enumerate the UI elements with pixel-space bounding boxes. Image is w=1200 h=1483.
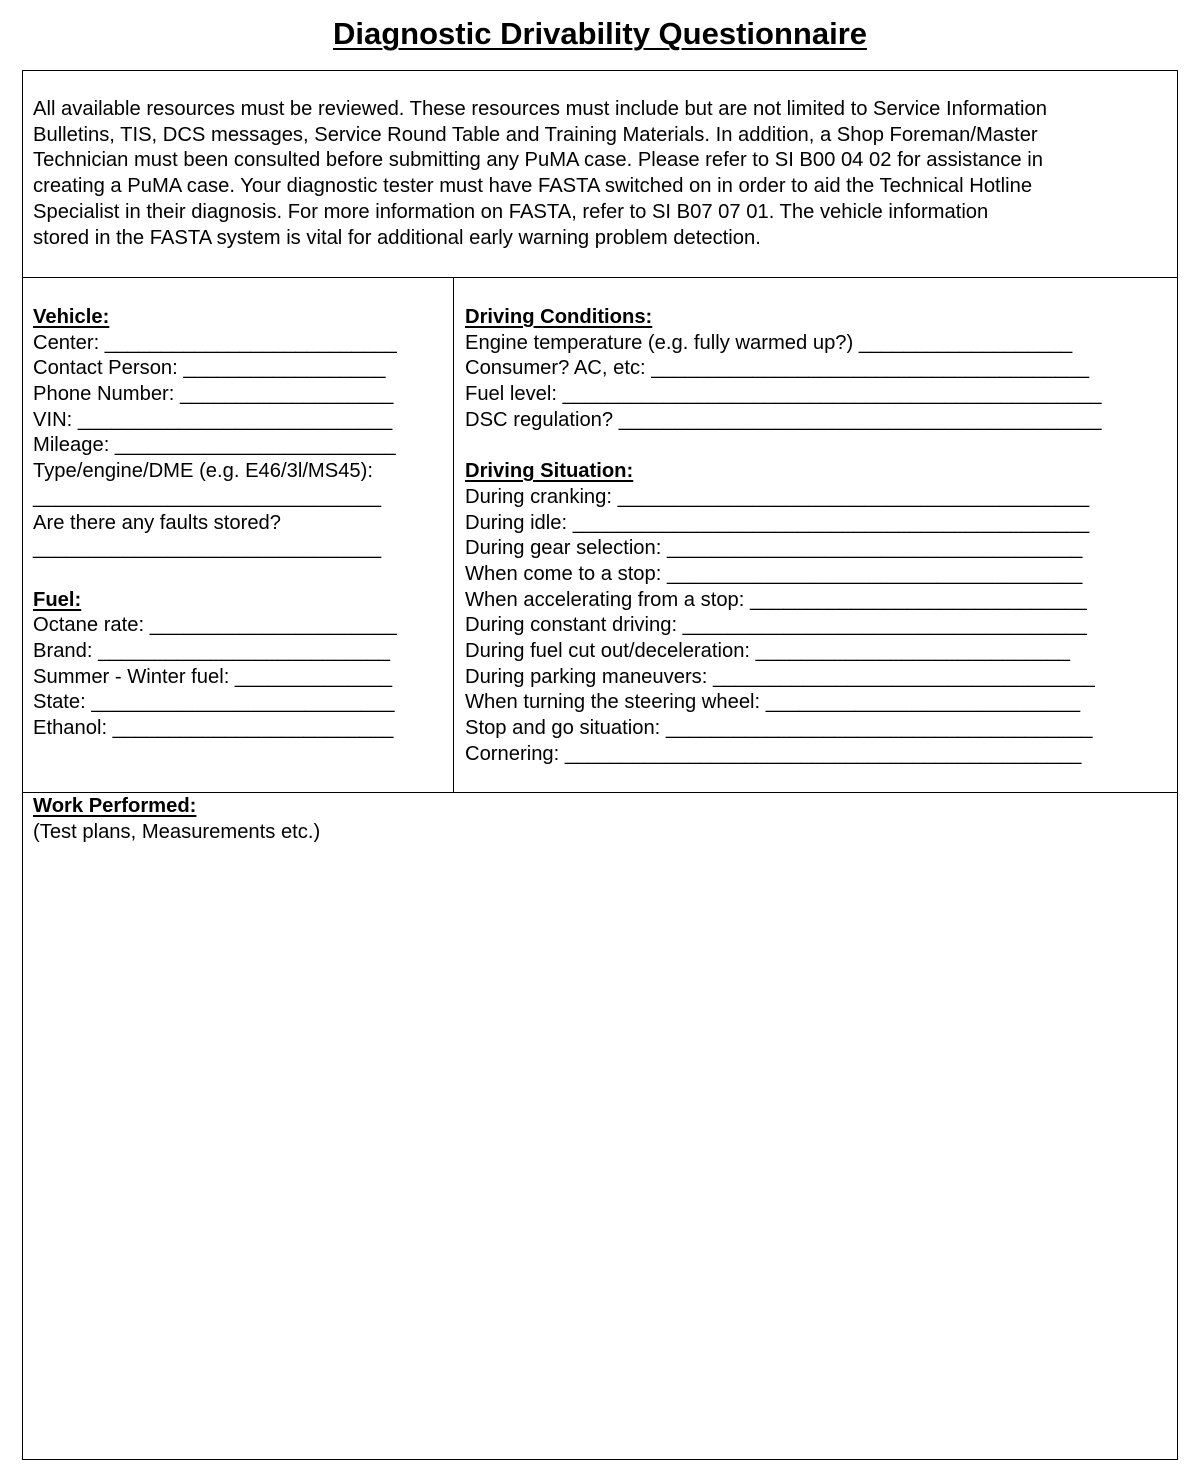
parking-maneuvers-field[interactable]: During parking maneuvers: __________________________________: [465, 665, 1095, 688]
driving-situation-heading: Driving Situation:: [465, 460, 634, 483]
summer-winter-fuel-field[interactable]: Summer - Winter fuel: ______________: [33, 665, 393, 688]
cornering-field[interactable]: Cornering: ______________________________________________: [465, 742, 1082, 765]
stop-and-go-field[interactable]: Stop and go situation: ______________________________________: [465, 717, 1093, 739]
work-performed-heading: Work Performed:: [33, 795, 197, 817]
constant-driving-field[interactable]: During constant driving: ____________________________________: [465, 614, 1087, 637]
right-column: [465, 305, 1170, 767]
come-to-stop-field[interactable]: When come to a stop: _____________________________________: [465, 562, 1083, 585]
phone-number-field[interactable]: Phone Number: ___________________: [33, 383, 394, 406]
driving-conditions-heading: Driving Conditions:: [465, 306, 653, 328]
faults-stored-label: Are there any faults stored?: [33, 511, 281, 534]
work-performed-area[interactable]: [33, 850, 1168, 1450]
divider-intro: [22, 277, 1178, 278]
turning-steering-wheel-field[interactable]: When turning the steering wheel: ____________________________: [465, 691, 1081, 714]
dsc-regulation-field[interactable]: DSC regulation? ___________________________________________: [465, 408, 1102, 431]
vehicle-heading: Vehicle:: [33, 306, 110, 328]
during-idle-field[interactable]: During idle: ______________________________________________: [465, 511, 1090, 534]
ethanol-field[interactable]: Ethanol: _________________________: [33, 717, 394, 739]
engine-temperature-field[interactable]: Engine temperature (e.g. fully warmed up?) ___________________: [465, 331, 1073, 354]
during-cranking-field[interactable]: During cranking: __________________________________________: [465, 485, 1090, 508]
type-engine-dme-label: Type/engine/DME (e.g. E46/3l/MS45):: [33, 460, 373, 483]
center-field[interactable]: Center: __________________________: [33, 331, 397, 354]
vin-field[interactable]: VIN: ____________________________: [33, 408, 393, 431]
accelerating-from-stop-field[interactable]: When accelerating from a stop: ______________________________: [465, 588, 1087, 611]
fuel-level-field[interactable]: Fuel level: ________________________________________________: [465, 383, 1102, 406]
work-performed-subtitle: (Test plans, Measurements etc.): [33, 820, 321, 843]
octane-rate-field[interactable]: Octane rate: ______________________: [33, 614, 397, 637]
left-column: [33, 305, 448, 742]
consumer-ac-field[interactable]: Consumer? AC, etc: _______________________________________: [465, 357, 1090, 380]
contact-person-field[interactable]: Contact Person: __________________: [33, 357, 386, 380]
fuel-cut-out-field[interactable]: During fuel cut out/deceleration: ____________________________: [465, 639, 1071, 662]
instructions-paragraph: All available resources must be reviewed. These resources must include but are not limited to Service Information Bulletins, TIS, DCS messages, Service Round Table and Training Materials. In addition, a Shop Foreman/Master Technician must been consulted before submitting any PuMA case. Please refer to SI B00 04 02 for assistance in creating a PuMA case. Your diagnostic tester must have FASTA switched on in order to aid the Technical Hotline Specialist in their diagnosis. For more information on FASTA, refer to SI B07 07 01. The vehicle information stored in the FASTA system is vital for additional early warning problem detection.: [33, 98, 1047, 249]
work-performed-section: [33, 794, 320, 845]
during-gear-selection-field[interactable]: During gear selection: _____________________________________: [465, 537, 1083, 560]
column-divider: [453, 277, 454, 793]
mileage-field[interactable]: Mileage: _________________________: [33, 434, 396, 457]
faults-stored-field[interactable]: _______________________________: [33, 537, 382, 560]
fuel-heading: Fuel:: [33, 588, 82, 611]
brand-field[interactable]: Brand: __________________________: [33, 639, 390, 662]
state-field[interactable]: State: ___________________________: [33, 691, 395, 714]
page-title: Diagnostic Drivability Questionnaire: [332, 16, 867, 51]
type-engine-dme-field[interactable]: _______________________________: [33, 485, 382, 508]
divider-work: [22, 792, 1178, 793]
